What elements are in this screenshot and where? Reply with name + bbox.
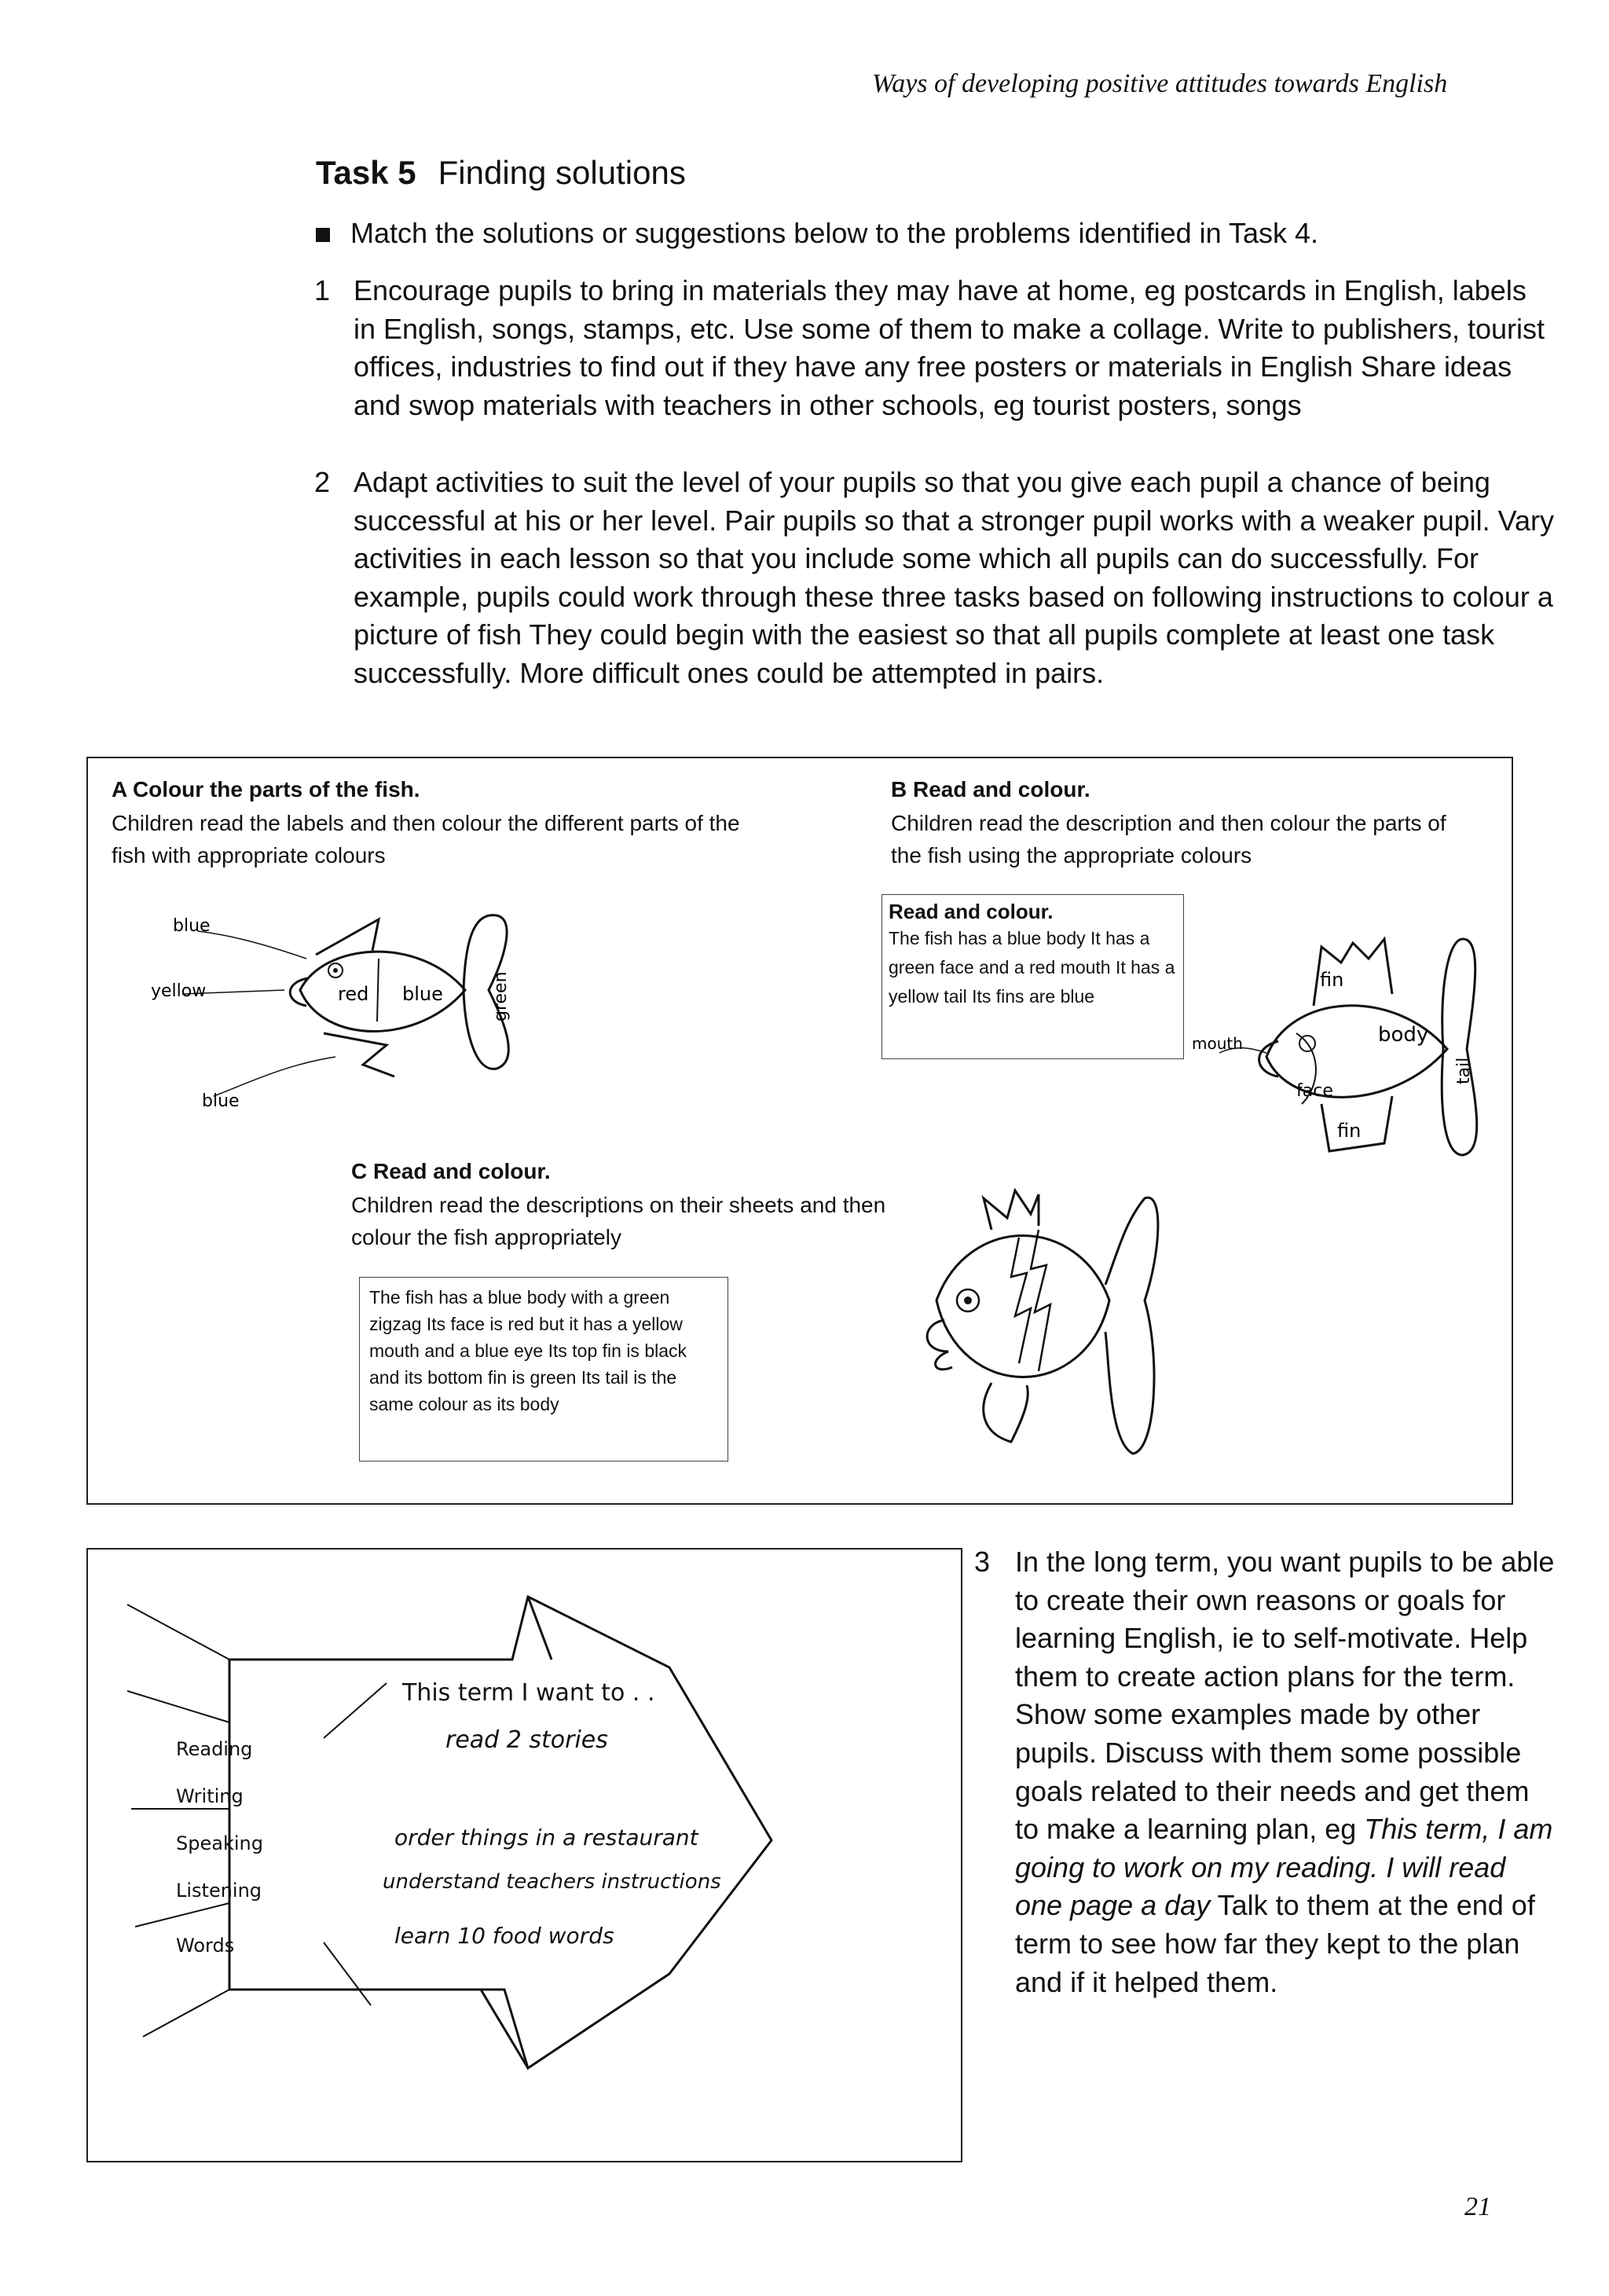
list-item: [314, 272, 1556, 424]
label-mouth: mouth: [1192, 1034, 1243, 1053]
section-c-heading: C Read and colour.: [351, 1159, 551, 1183]
item-number: 1: [314, 274, 331, 306]
label-blue-bottom: blue: [202, 1091, 240, 1111]
item-number: 3: [974, 1546, 991, 1578]
goal-reading: read 2 stories: [445, 1726, 608, 1754]
list-item: [314, 464, 1556, 692]
label-yellow: yellow: [151, 981, 207, 1001]
label-green: green: [491, 971, 511, 1021]
skill-speaking: Speaking: [176, 1832, 263, 1854]
fish-c-drawing: [874, 1183, 1204, 1481]
label-blue-body: blue: [402, 983, 443, 1005]
label-tail: tail: [1454, 1057, 1474, 1084]
list-item: [974, 1543, 1556, 2001]
page-number: 21: [1464, 2192, 1491, 2221]
item-text: [1015, 1543, 1556, 2001]
section-c-box: The fish has a blue body with a green zigzag Its face is red but it has a yellow mouth and a blue eye Its top fin is black and its bottom fin is green Its tail is the same colour as its body: [359, 1277, 728, 1462]
instruction-text: Match the solutions or suggestions below to the problems identified in Task 4.: [350, 217, 1319, 249]
running-head: Ways of developing positive attitudes towards English: [872, 69, 1448, 98]
plan-fish-outline: [88, 1550, 964, 2164]
bullet-square-icon: [316, 228, 330, 242]
plan-heading: This term I want to . .: [402, 1679, 655, 1707]
item-text-a: In the long term, you want pupils to be able to create their own reasons or goals for learning English, ie to self-motivate. Help them to create action plans for the term. Show some examples made by other pupils. Discuss with them some possible goals related to their needs and get them to make a learning plan, eg: [1015, 1546, 1555, 1846]
task-number: Task 5: [316, 154, 416, 191]
task-title: [316, 154, 686, 192]
task-name: Finding solutions: [438, 154, 686, 191]
item-number: 2: [314, 466, 331, 498]
skill-writing: Writing: [176, 1785, 244, 1807]
item-text-example: This term, I am going to work on my reading. I will read one page a day: [1015, 1813, 1553, 1922]
item-text: Adapt activities to suit the level of your pupils so that you give each pupil a chance of being successful at his or her level. Pair pupils so that a stronger pupil works with a weaker pupil. Vary activities in each lesson so that you include some which all pupils can do successfully. For example, pupils could work through these three tasks based on following instructions to colour a picture of fish They could begin with the easiest so that all pupils complete at least one task successfully. More difficult ones could be attempted in pairs.: [354, 466, 1555, 689]
section-b-box-text: The fish has a blue body It has a green face and a red mouth It has a yellow tail Its fins are blue: [889, 928, 1175, 1007]
item-text-b: Talk to them at the end of term to see how far they kept to the plan and if it helped them.: [1015, 1889, 1535, 1998]
goal-speaking: order things in a restaurant: [394, 1825, 698, 1850]
learning-plan-drawing: [86, 1548, 962, 2162]
label-blue-top: blue: [173, 916, 211, 936]
fish-a-drawing: [151, 896, 559, 1111]
section-b-text: Children read the description and then colour the parts of the fish using the appropriate colours: [891, 811, 1446, 867]
goal-listening: understand teachers instructions: [383, 1870, 721, 1894]
label-body: body: [1378, 1023, 1429, 1047]
item-text: Encourage pupils to bring in materials they may have at home, eg postcards in English, labels in English, songs, stamps, etc. Use some of them to make a collage. Write to publishers, tourist offices, industries to find out if they have any free posters or materials in English Share ideas and swop materials with teachers in other schools, eg tourist posters, songs: [354, 274, 1545, 421]
section-a-heading: A Colour the parts of the fish.: [112, 777, 420, 801]
goal-words: learn 10 food words: [394, 1923, 614, 1949]
skill-listening: Listening: [176, 1880, 262, 1902]
section-a-text: Children read the labels and then colour the different parts of the fish with appropriate colours: [112, 811, 740, 867]
fish-activity-panel: [86, 757, 1513, 1505]
skill-words: Words: [176, 1935, 235, 1957]
section-b-box: [881, 894, 1184, 1059]
section-b-heading: B Read and colour.: [891, 777, 1090, 801]
section-b-box-heading: Read and colour.: [889, 900, 1054, 923]
instruction: [316, 217, 1318, 250]
skill-reading: Reading: [176, 1738, 253, 1760]
fish-b-drawing: [1192, 915, 1486, 1159]
label-fin-bottom: fin: [1337, 1120, 1362, 1142]
label-fin-top: fin: [1320, 969, 1344, 991]
section-c-text: Children read the descriptions on their sheets and then colour the fish appropriately: [351, 1193, 886, 1249]
label-face: face: [1296, 1081, 1333, 1101]
label-red: red: [338, 983, 369, 1005]
